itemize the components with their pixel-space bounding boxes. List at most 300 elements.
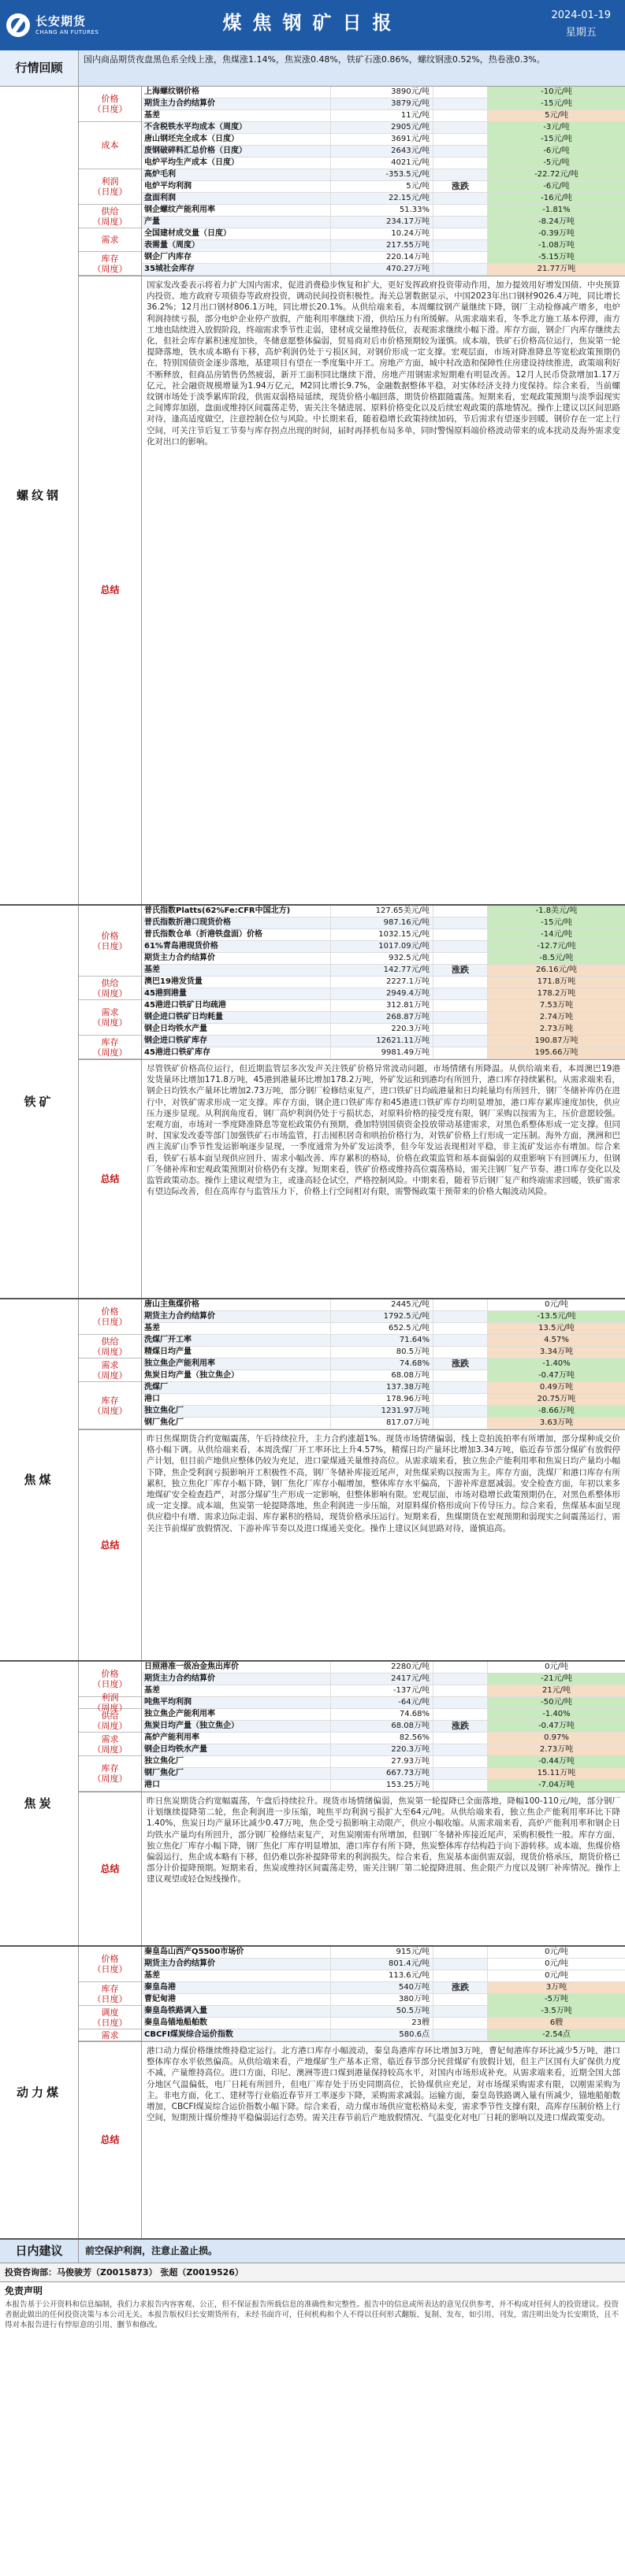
indicator-value: 915元/吨 xyxy=(331,1947,433,1958)
category-column xyxy=(79,1299,142,1429)
indicator-change: -5元/吨 xyxy=(488,158,625,169)
indicator-change: -7.04万吨 xyxy=(488,1780,625,1791)
indicator-name: 废钢破碎料汇总价格（日度） xyxy=(142,146,331,157)
change-header: 涨跌 xyxy=(433,1358,488,1370)
advice-label: 日内建议 xyxy=(0,2240,79,2263)
table-row xyxy=(142,240,625,252)
indicator-name: 盘面利润 xyxy=(142,193,331,204)
indicator-value: 652.5元/吨 xyxy=(331,1323,433,1334)
indicator-change: -1.40% xyxy=(488,1358,625,1370)
indicator-change: -8.24万吨 xyxy=(488,217,625,228)
category-label: 价格 （日度） xyxy=(79,1662,141,1697)
section-label: 铁矿 xyxy=(0,906,79,1298)
indicator-value: 987.16元/吨 xyxy=(331,917,433,928)
indicator-name: 高炉产能利用率 xyxy=(142,1733,331,1744)
change-header xyxy=(433,264,488,275)
indicator-name: 普氏指数Platts(62%Fe:CFR中国北方) xyxy=(142,906,331,917)
table-row xyxy=(142,158,625,169)
section-label: 焦炭 xyxy=(0,1662,79,1945)
indicator-value: 217.55万吨 xyxy=(331,240,433,251)
indicator-change: -21元/吨 xyxy=(488,1673,625,1685)
table-row xyxy=(142,1358,625,1370)
indicator-value: 27.93万吨 xyxy=(331,1756,433,1767)
recap-label: 行情回顾 xyxy=(0,50,79,86)
indicator-change: -1.08万吨 xyxy=(488,240,625,251)
indicator-change: 195.66万吨 xyxy=(488,1047,625,1058)
change-header: 涨跌 xyxy=(433,1982,488,1993)
indicator-value: 1032.15元/吨 xyxy=(331,929,433,940)
indicator-change: 0元/吨 xyxy=(488,1947,625,1958)
indicator-value: 74.68% xyxy=(331,1709,433,1720)
indicator-value: 580.6点 xyxy=(331,2029,433,2040)
indicator-change: -12.7元/吨 xyxy=(488,941,625,952)
indicator-name: 洗煤厂 xyxy=(142,1382,331,1393)
indicator-change: 2.73万吨 xyxy=(488,1744,625,1755)
table-row xyxy=(142,1662,625,1673)
indicator-name: 不含税铁水平均成本（周度） xyxy=(142,122,331,133)
category-label: 供给 （周度） xyxy=(79,205,141,228)
category-label: 供给 （周度） xyxy=(79,1335,141,1358)
indicator-name: 高炉毛利 xyxy=(142,169,331,180)
section-label: 动力煤 xyxy=(0,1947,79,2238)
indicator-name: 钢企日均铁水产量 xyxy=(142,1024,331,1035)
change-header xyxy=(433,1673,488,1685)
table-row xyxy=(142,1994,625,2006)
indicator-value: 2417元/吨 xyxy=(331,1673,433,1685)
change-header xyxy=(433,1323,488,1334)
report-weekday: 星期五 xyxy=(565,27,597,39)
change-header xyxy=(433,1744,488,1755)
table-row xyxy=(142,977,625,988)
indicator-value: 2905元/吨 xyxy=(331,122,433,133)
table-row xyxy=(142,2029,625,2041)
indicator-change: -3元/吨 xyxy=(488,122,625,133)
report-header xyxy=(0,0,625,50)
indicator-value: 220.3万吨 xyxy=(331,1024,433,1035)
section-body xyxy=(79,87,625,904)
change-header xyxy=(433,917,488,928)
table-row xyxy=(142,1323,625,1335)
report-title: 煤焦钢矿日报 xyxy=(222,11,403,34)
table-row xyxy=(142,1299,625,1311)
table-row xyxy=(142,1406,625,1418)
table-row xyxy=(142,1685,625,1697)
table-row xyxy=(142,252,625,264)
indicator-value: 540万吨 xyxy=(331,1982,433,1993)
indicator-name: 期货主力合约结算价 xyxy=(142,1311,331,1322)
indicator-value: 470.27万吨 xyxy=(331,264,433,275)
indicator-change: 178.2万吨 xyxy=(488,988,625,999)
indicator-name: 基差 xyxy=(142,110,331,121)
table-row xyxy=(142,941,625,953)
table-row xyxy=(142,1311,625,1323)
change-header xyxy=(433,1780,488,1791)
indicator-name: 期货主力合约结算价 xyxy=(142,1673,331,1685)
table-row xyxy=(142,1024,625,1036)
indicator-change: 3万吨 xyxy=(488,1982,625,1993)
indicator-name: 期货主力合约结算价 xyxy=(142,98,331,109)
indicator-value: 3879元/吨 xyxy=(331,98,433,109)
indicator-value: 5元/吨 xyxy=(331,181,433,192)
summary-label: 总结 xyxy=(79,1060,142,1298)
table-row xyxy=(142,228,625,240)
table-row xyxy=(142,1780,625,1792)
indicator-change: 0元/吨 xyxy=(488,1299,625,1310)
change-header xyxy=(433,1970,488,1981)
indicator-value: 932.5元/吨 xyxy=(331,953,433,964)
change-header xyxy=(433,1756,488,1767)
indicator-value: 2445元/吨 xyxy=(331,1299,433,1310)
change-header xyxy=(433,240,488,251)
indicator-value: 50.5万吨 xyxy=(331,2006,433,2017)
indicator-name: 焦炭日均产量（独立焦企） xyxy=(142,1721,331,1732)
change-header: 涨跌 xyxy=(433,965,488,976)
summary-text: 港口动力煤价格继续维持稳定运行。北方港口库存小幅波动，秦皇岛港库存环比增加3万吨，曹妃甸港库存环比减少5万吨，港口整体库存水平依然偏高。从供给端来看，产地煤矿生产基本正常，临近春节部分民营煤矿有放假计划，但主产区国有大矿保供力度不减，产量维持高位。进口方面，印尼、澳洲等进口煤到港量保持较高水平，对国内市场形成补充。从需求端来看，近期全国大部分地区气温偏低，电厂日耗有所回升，但电厂库存处于历史同期高位，长协煤供应充足，对市场煤采购需求有限，以刚需采购为主。非电方面，化工、建材等行业临近春节开工率逐步下降，采购需求减弱。运输方面，秦皇岛铁路调入量有所减少，锚地船舶数增加，CBCFI煤炭综合运价指数小幅下降。综合来看，动力煤市场供应宽松格局未变，需求季节性支撑有限，高库存压制价格上行空间，短期预计煤价维持平稳偏弱运行态势。需关注春节前后产地放假情况、气温变化对电厂日耗的影响以及进口煤政策变动。 xyxy=(147,2046,620,2123)
indicator-change: -1.8美元/吨 xyxy=(488,906,625,917)
indicator-name: 电炉平均生产成本（日度） xyxy=(142,158,331,169)
change-header xyxy=(433,1697,488,1708)
indicator-name: 45港进口铁矿日均疏港 xyxy=(142,1000,331,1011)
table-row xyxy=(142,2018,625,2029)
category-label: 供给 （周度） xyxy=(79,1709,141,1733)
change-header xyxy=(433,1418,488,1429)
change-header xyxy=(433,146,488,157)
change-header xyxy=(433,1406,488,1417)
category-label: 库存 （周度） xyxy=(79,252,141,276)
change-header xyxy=(433,2029,488,2040)
report-date-block xyxy=(551,7,611,42)
change-header xyxy=(433,1370,488,1381)
indicator-name: 45港到港量 xyxy=(142,988,331,999)
table-row xyxy=(142,146,625,158)
table-row xyxy=(142,1000,625,1012)
category-label: 价格 （日度） xyxy=(79,1299,141,1335)
indicator-value: 142.77元/吨 xyxy=(331,965,433,976)
table-row xyxy=(142,1335,625,1347)
change-header xyxy=(433,169,488,180)
indicator-change: 0元/吨 xyxy=(488,1970,625,1981)
summary-text: 尽管铁矿价格高位运行，但近期监管层多次发声关注铁矿价格异常波动问题，市场情绪有所降温。从供给端来看，本周澳巴19港发货量环比增加171.8万吨，45港到港量环比增加178.2万吨，外矿发运和到港均有所回升，港口库存持续累积。从需求端来看，钢企日均铁水产量环比增加2.73万吨，部分钢厂检修结束复产，进口铁矿日均疏港量和日均耗量均有所回升，钢厂冬储补库仍在进行中，对铁矿需求形成一定支撑。库存方面，钢企进口铁矿库存和45港进口铁矿库存均明显增加，港口库存累库速度加快，供应压力逐步显现。从利润角度看，钢厂高炉利润仍处于亏损状态，对原料价格的接受度有限，钢厂采购以按需为主，压价意愿较强。宏观方面，市场对一季度降准降息等宽松政策仍有预期，叠加特别国债资金投放带动基建需求，对黑色系整体形成一定支撑。但同时，国家发改委等部门加强铁矿石市场监管，打击囤积居奇和哄抬价格行为，对铁矿价格上行形成一定压制。海外方面，澳洲和巴西主流矿山季节性发运影响逐步显现，一季度通常为外矿发运淡季，但今年发运表现相对平稳，非主流矿发运亦有增加。综合来看，铁矿石基本面呈现供应回升、需求小幅改善、库存累积的格局，价格在政策监管和基本面偏弱的双重影响下有回调压力，但钢厂冬储补库和宏观政策预期对价格仍有支撑。短期来看，铁矿价格或维持高位震荡格局，需关注钢厂复产节奏、港口库存变化以及监管政策动态。操作上建议观望为主，或逢高轻仓试空，严格控制风险。中期来看，随着节后钢厂复产和终端需求回暖，铁矿需求有望边际改善，但在高库存与监管压力下，价格上行空间相对有限，需警惕政策干预带来的价格大幅波动风险。 xyxy=(147,1064,620,1197)
change-header: 涨跌 xyxy=(433,181,488,192)
table-row xyxy=(142,1744,625,1756)
indicator-value: 51.33% xyxy=(331,205,433,216)
category-column xyxy=(79,87,142,276)
indicator-change: -0.39万吨 xyxy=(488,228,625,239)
table-row xyxy=(142,181,625,193)
indicator-change: 3.34万吨 xyxy=(488,1347,625,1358)
change-header xyxy=(433,988,488,999)
section-summary xyxy=(79,276,625,904)
indicator-value: 178.96万吨 xyxy=(331,1394,433,1405)
indicator-change: -3.5万吨 xyxy=(488,2006,625,2017)
section-summary xyxy=(79,1792,625,1945)
change-header xyxy=(433,1335,488,1346)
indicator-change: -5万吨 xyxy=(488,1994,625,2005)
change-header xyxy=(433,941,488,952)
table-row xyxy=(142,217,625,228)
section-body xyxy=(79,1947,625,2238)
indicator-change: -10元/吨 xyxy=(488,87,625,98)
indicator-name: 基差 xyxy=(142,1323,331,1334)
indicator-name: 基差 xyxy=(142,1685,331,1696)
indicator-value: 22.15元/吨 xyxy=(331,193,433,204)
indicator-name: 秦皇岛山西产Q5500市场价 xyxy=(142,1947,331,1958)
category-label: 需求 （周度） xyxy=(79,1733,141,1756)
section-2 xyxy=(0,1299,625,1662)
indicator-name: 独立焦化厂 xyxy=(142,1406,331,1417)
indicator-change: 2.74万吨 xyxy=(488,1012,625,1023)
indicator-name: 基差 xyxy=(142,965,331,976)
change-header xyxy=(433,205,488,216)
indicator-change: -0.47万吨 xyxy=(488,1370,625,1381)
indicator-name: 钢企螺纹产能利用率 xyxy=(142,205,331,216)
table-row xyxy=(142,87,625,98)
change-header xyxy=(433,193,488,204)
indicator-name: 独立焦化厂 xyxy=(142,1756,331,1767)
indicator-name: 61%青岛港现货价格 xyxy=(142,941,331,952)
indicator-rows xyxy=(142,1947,625,2041)
table-row xyxy=(142,953,625,965)
indicator-table xyxy=(79,1947,625,2042)
indicator-value: 68.08万吨 xyxy=(331,1370,433,1381)
indicator-change: -15元/吨 xyxy=(488,134,625,145)
category-label: 库存 （日度） xyxy=(79,1982,141,2006)
indicator-name: 唐山钢坯完全成本（日度） xyxy=(142,134,331,145)
indicator-change: 171.8万吨 xyxy=(488,977,625,988)
table-row xyxy=(142,906,625,917)
indicator-name: 秦皇岛港 xyxy=(142,1982,331,1993)
section-0 xyxy=(0,87,625,906)
table-row xyxy=(142,1721,625,1733)
summary-label: 总结 xyxy=(79,2042,142,2238)
indicator-name: CBCFI煤炭综合运价指数 xyxy=(142,2029,331,2040)
change-header xyxy=(433,1382,488,1393)
category-label: 供给 （周度） xyxy=(79,977,141,1000)
category-label: 成本 xyxy=(79,122,141,169)
table-row xyxy=(142,1959,625,1970)
indicator-value: 2280元/吨 xyxy=(331,1662,433,1673)
indicator-value: 71.64% xyxy=(331,1335,433,1346)
change-header xyxy=(433,2006,488,2017)
indicator-change: 26.16元/吨 xyxy=(488,965,625,976)
indicator-value: 137.38万吨 xyxy=(331,1382,433,1393)
indicator-name: 港口 xyxy=(142,1394,331,1405)
advice-text: 前空保护利润，注意止盈止损。 xyxy=(85,2245,218,2256)
indicator-name: 曹妃甸港 xyxy=(142,1994,331,2005)
indicator-name: 钢厂焦化厂 xyxy=(142,1418,331,1429)
indicator-value: 2949.4万吨 xyxy=(331,988,433,999)
indicator-value: -64元/吨 xyxy=(331,1697,433,1708)
indicator-value: 817.07万吨 xyxy=(331,1418,433,1429)
change-header xyxy=(433,1947,488,1958)
category-label: 调度 （日度） xyxy=(79,2006,141,2029)
logo-name-en: CHANG AN FUTURES xyxy=(35,29,99,35)
indicator-table xyxy=(79,1299,625,1430)
indicator-name: 产量 xyxy=(142,217,331,228)
indicator-change: 21元/吨 xyxy=(488,1685,625,1696)
section-body xyxy=(79,1662,625,1945)
indicator-value: 2643元/吨 xyxy=(331,146,433,157)
change-header xyxy=(433,158,488,169)
indicator-change: -8.66万吨 xyxy=(488,1406,625,1417)
table-row xyxy=(142,98,625,110)
indicator-value: 23艘 xyxy=(331,2018,433,2029)
indicator-change: -0.47万吨 xyxy=(488,1721,625,1732)
category-label: 需求 （周度） xyxy=(79,1000,141,1036)
indicator-change: 190.87万吨 xyxy=(488,1036,625,1047)
indicator-change: -50元/吨 xyxy=(488,1697,625,1708)
table-row xyxy=(142,1347,625,1358)
change-header xyxy=(433,87,488,98)
table-row xyxy=(142,1036,625,1047)
indicator-value: 68.08万吨 xyxy=(331,1721,433,1732)
summary-label: 总结 xyxy=(79,276,142,904)
section-summary xyxy=(79,2042,625,2238)
indicator-name: 秦皇岛铁路调入量 xyxy=(142,2006,331,2017)
indicator-change: -0.44万吨 xyxy=(488,1756,625,1767)
indicator-name: 焦炭日均产量（独立焦企） xyxy=(142,1370,331,1381)
indicator-name: 独立焦企产能利用率 xyxy=(142,1358,331,1370)
indicator-name: 表需量（周度） xyxy=(142,240,331,251)
table-row xyxy=(142,2006,625,2018)
indicator-name: 澳巴19港发货量 xyxy=(142,977,331,988)
indicator-change: 6艘 xyxy=(488,2018,625,2029)
indicator-name: 普氏指数折港口现货价格 xyxy=(142,917,331,928)
indicator-name: 钢企进口铁矿库存 xyxy=(142,1036,331,1047)
indicator-value: 4021元/吨 xyxy=(331,158,433,169)
section-3 xyxy=(0,1662,625,1947)
category-label: 利润 （周度） xyxy=(79,1697,141,1709)
indicator-name: 期货主力合约结算价 xyxy=(142,1959,331,1970)
indicator-table xyxy=(79,87,625,276)
change-header xyxy=(433,228,488,239)
table-row xyxy=(142,965,625,977)
indicator-change: -14元/吨 xyxy=(488,929,625,940)
indicator-change: -16元/吨 xyxy=(488,193,625,204)
indicator-change: -22.72元/吨 xyxy=(488,169,625,180)
summary-text: 昨日焦煤期货合约宽幅震荡，午后持续拉升，主力合约涨超1%。现货市场情绪偏弱，线上竞拍流拍率有所增加，部分煤种成交价格小幅下调。从供给端来看，本周洗煤厂开工率环比上升4.57%，精煤日均产量环比增加3.34万吨，临近春节部分煤矿有放假停产计划，但目前产地供应整体仍较为充足，进口蒙煤通关量维持高位。从需求端来看，独立焦企产能利用率和焦炭日均产量均小幅下降，焦企受利润亏损影响开工积极性不高，钢厂冬储补库接近尾声，对焦煤采购以按需为主。库存方面，洗煤厂和港口库存有所累积，独立焦化厂库存小幅下降，钢厂焦化厂库存小幅增加，整体库存水平偏高，下游补库意愿减弱。安全检查方面，年初以来多地煤矿安全检查趋严，对部分煤矿生产形成一定影响，但整体影响有限。宏观层面，市场对稳增长政策预期仍在，对黑色系整体形成一定支撑。成本端，焦炭第一轮提降落地，焦企利润进一步压缩，对原料煤价格形成向下传导压力。综合来看，焦煤基本面呈现供应稳中有增、需求边际走弱、库存累积的格局，现货价格承压运行。短期来看，焦煤期货在宏观预期和弱现实之间震荡运行，需关注节前煤矿放假情况、下游补库节奏以及进口煤通关变化。操作上建议区间思路对待，谨慎追高。 xyxy=(147,1434,620,1533)
indicator-change: 4.57% xyxy=(488,1335,625,1346)
indicator-name: 上海螺纹钢价格 xyxy=(142,87,331,98)
table-row xyxy=(142,1697,625,1709)
report-date: 2024-01-19 xyxy=(551,9,611,21)
indicator-name: 钢厂焦化厂 xyxy=(142,1768,331,1779)
intraday-advice xyxy=(0,2240,625,2263)
indicator-name: 35城社会库存 xyxy=(142,264,331,275)
indicator-value: 74.68% xyxy=(331,1358,433,1370)
indicator-change: 0.97% xyxy=(488,1733,625,1744)
indicator-value: 127.65美元/吨 xyxy=(331,906,433,917)
change-header xyxy=(433,1311,488,1322)
disclaimer-text: 本报告基于公开资料和信息编制，我们力求报告内容客观、公正，但不保证报告所载信息的准确性和完整性。报告中的信息或所表达的意见仅供参考，并不构成对任何人的投资建议。投资者据此做出的任何投资决策与本公司无关。本报告版权归长安期货所有，未经书面许可，任何机构和个人不得以任何形式翻版、复制、发布，如引用、刊发，需注明出处为长安期货，且不得对本报告进行有悖原意的引用、删节和修改。 xyxy=(5,2300,619,2330)
summary-text: 昨日焦炭期货合约宽幅震荡，午盘后持续拉升。现货市场情绪偏弱，焦炭第一轮提降已全面落地，降幅100-110元/吨，部分钢厂计划继续提降第二轮，焦企利润进一步压缩，吨焦平均利润亏损扩大至64元/吨。从供给端来看，独立焦企产能利用率环比下降1.40%，焦炭日均产量环比减少0.47万吨，焦企受亏损影响主动限产，供应小幅收缩。从需求端来看，高炉产能利用率和钢企日均铁水产量均有所回升，部分钢厂检修结束复产，对焦炭刚需有所增加，但钢厂冬储补库接近尾声，采购积极性一般。库存方面，独立焦化厂库存小幅下降，钢厂焦化厂库存明显增加，港口库存有所下降，焦炭整体库存结构趋于向下游转移。成本端，焦煤价格偏弱运行，焦企成本略有下移，但仍难以弥补提降带来的利润损失。综合来看，焦炭基本面供需双弱，现货价格承压，期货价格已部分计价提降预期。短期来看，焦炭或维持区间震荡走势，需关注钢厂第二轮提降进展、焦企限产力度以及钢厂补库情况。操作上建议观望或轻仓短线操作。 xyxy=(147,1796,620,1885)
table-row xyxy=(142,1768,625,1780)
change-header xyxy=(433,1299,488,1310)
change-header xyxy=(433,929,488,940)
indicator-rows xyxy=(142,906,625,1059)
indicator-change: 0元/吨 xyxy=(488,1959,625,1970)
change-header xyxy=(433,1000,488,1011)
indicator-change: 7.53万吨 xyxy=(488,1000,625,1011)
indicator-name: 精煤日均产量 xyxy=(142,1347,331,1358)
table-row xyxy=(142,1047,625,1059)
category-label: 需求 xyxy=(79,2029,141,2041)
category-label: 价格 （日度） xyxy=(79,906,141,977)
category-column xyxy=(79,1947,142,2041)
indicator-value: 80.5万吨 xyxy=(331,1347,433,1358)
table-row xyxy=(142,1970,625,1982)
indicator-name: 钢企日均铁水产量 xyxy=(142,1744,331,1755)
table-row xyxy=(142,1756,625,1768)
change-header xyxy=(433,2018,488,2029)
section-label: 焦煤 xyxy=(0,1299,79,1660)
logo-name: 长安期货 xyxy=(35,14,87,29)
indicator-change: -8.5元/吨 xyxy=(488,953,625,964)
table-row xyxy=(142,134,625,146)
category-column xyxy=(79,1662,142,1792)
indicator-value: -137元/吨 xyxy=(331,1685,433,1696)
indicator-table xyxy=(79,1662,625,1792)
summary-label: 总结 xyxy=(79,1792,142,1945)
market-recap xyxy=(0,50,625,87)
indicator-change: 20.75万吨 xyxy=(488,1394,625,1405)
category-label: 库存 （周度） xyxy=(79,1382,141,1429)
indicator-value: 268.87万吨 xyxy=(331,1012,433,1023)
indicator-name: 港口 xyxy=(142,1780,331,1791)
table-row xyxy=(142,169,625,181)
indicator-value: 9981.49万吨 xyxy=(331,1047,433,1058)
section-body xyxy=(79,1299,625,1660)
change-header xyxy=(433,906,488,917)
indicator-value: 10.24万吨 xyxy=(331,228,433,239)
section-1 xyxy=(0,906,625,1299)
category-label: 需求 （周度） xyxy=(79,1358,141,1382)
commodity-sections xyxy=(0,87,625,2240)
change-header xyxy=(433,977,488,988)
indicator-change: 3.63万吨 xyxy=(488,1418,625,1429)
change-header xyxy=(433,252,488,263)
change-header xyxy=(433,1959,488,1970)
change-header xyxy=(433,134,488,145)
change-header xyxy=(433,1994,488,2005)
indicator-value: 11元/吨 xyxy=(331,110,433,121)
category-column xyxy=(79,906,142,1059)
indicator-value: 1231.97万吨 xyxy=(331,1406,433,1417)
indicator-value: -353.5元/吨 xyxy=(331,169,433,180)
indicator-value: 1017.09元/吨 xyxy=(331,941,433,952)
change-header xyxy=(433,1024,488,1035)
table-row xyxy=(142,1947,625,1959)
indicator-value: 234.17万吨 xyxy=(331,217,433,228)
summary-label: 总结 xyxy=(79,1430,142,1660)
table-row xyxy=(142,1673,625,1685)
table-row xyxy=(142,1382,625,1394)
change-header: 涨跌 xyxy=(433,1721,488,1732)
section-summary xyxy=(79,1060,625,1298)
section-label: 螺纹钢 xyxy=(0,87,79,904)
indicator-change: 2.73万吨 xyxy=(488,1024,625,1035)
table-row xyxy=(142,205,625,217)
indicator-change: -1.40% xyxy=(488,1709,625,1720)
change-header xyxy=(433,1662,488,1673)
change-header xyxy=(433,110,488,121)
indicator-value: 312.81万吨 xyxy=(331,1000,433,1011)
indicator-name: 期货主力合约结算价 xyxy=(142,953,331,964)
table-row xyxy=(142,1012,625,1024)
indicator-change: -6元/吨 xyxy=(488,181,625,192)
category-label: 价格 （日度） xyxy=(79,1947,141,1982)
indicator-rows xyxy=(142,87,625,276)
